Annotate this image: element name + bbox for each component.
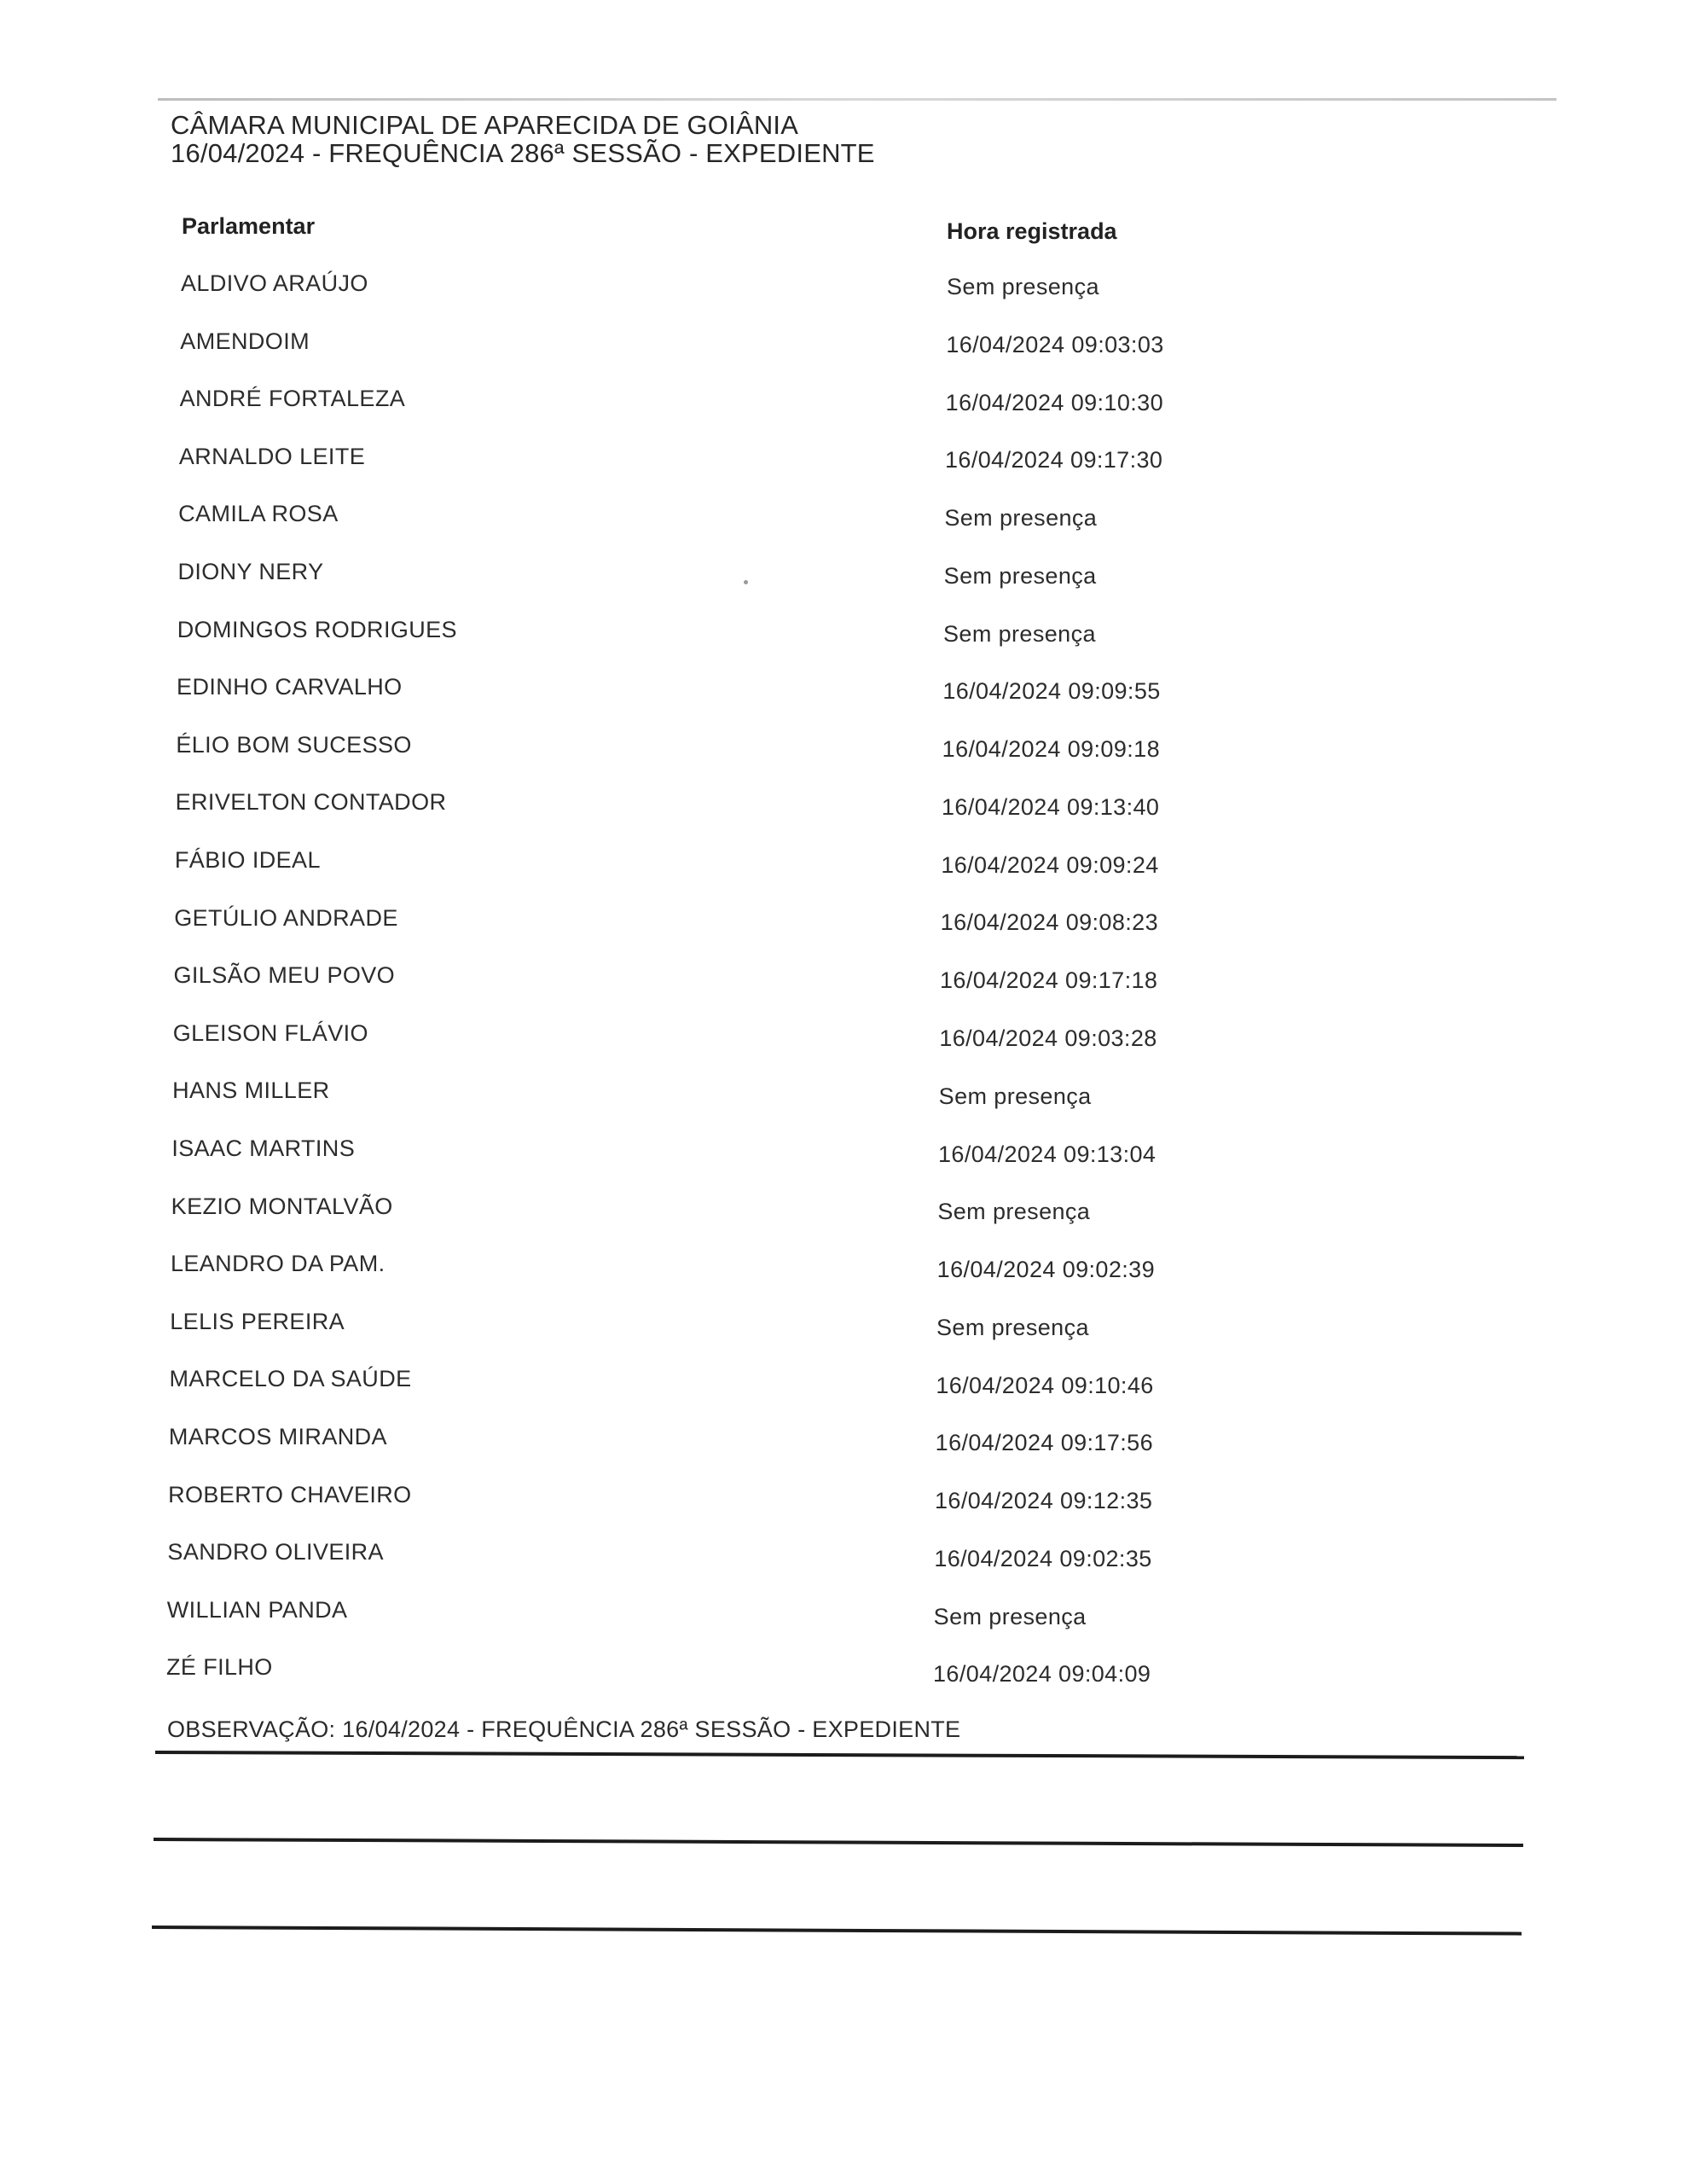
parlamentar-name: HANS MILLER: [172, 1077, 330, 1104]
hora-registrada: 16/04/2024 09:12:35: [935, 1488, 1153, 1514]
parlamentar-name: GLEISON FLÁVIO: [172, 1019, 368, 1046]
table-row: [0, 1539, 1687, 1573]
observation-text: OBSERVAÇÃO: 16/04/2024 - FREQUÊNCIA 286ª SESSÃO - EXPEDIENTE: [167, 1716, 961, 1742]
hora-registrada: Sem presença: [947, 274, 1099, 299]
parlamentar-name: SANDRO OLIVEIRA: [167, 1539, 384, 1565]
column-header-hora-registrada: Hora registrada: [947, 218, 1117, 244]
hora-registrada: 16/04/2024 09:13:40: [942, 793, 1160, 820]
table-row: [0, 1424, 1687, 1458]
parlamentar-name: FÁBIO IDEAL: [174, 847, 321, 873]
table-row: [0, 617, 1687, 651]
hora-registrada: Sem presença: [943, 620, 1096, 647]
table-row: [0, 962, 1687, 996]
parlamentar-name: MARCELO DA SAÚDE: [169, 1366, 412, 1392]
parlamentar-name: CAMILA ROSA: [178, 501, 339, 527]
parlamentar-name: WILLIAN PANDA: [166, 1596, 348, 1623]
table-row: [0, 386, 1687, 420]
parlamentar-name: ALDIVO ARAÚJO: [181, 270, 368, 296]
table-row: [0, 1136, 1687, 1170]
signature-line-3: [152, 1926, 1522, 1936]
parlamentar-name: ISAAC MARTINS: [171, 1136, 356, 1161]
parlamentar-name: ARNALDO LEITE: [178, 443, 366, 469]
table-row: [0, 1309, 1687, 1343]
signature-line-2: [154, 1838, 1523, 1847]
column-header-parlamentar: Parlamentar: [182, 213, 316, 239]
table-row: [0, 270, 1687, 305]
parlamentar-name: GILSÃO MEU POVO: [173, 962, 396, 989]
hora-registrada: Sem presença: [938, 1083, 1092, 1109]
parlamentar-name: EDINHO CARVALHO: [177, 674, 403, 700]
parlamentar-name: DIONY NERY: [177, 559, 324, 584]
hora-registrada: 16/04/2024 09:02:39: [936, 1257, 1155, 1283]
parlamentar-name: LELIS PEREIRA: [170, 1308, 345, 1334]
table-row: [0, 905, 1687, 939]
table-row: [0, 1020, 1687, 1054]
hora-registrada: 16/04/2024 09:09:55: [942, 678, 1161, 705]
hora-registrada: 16/04/2024 09:03:28: [939, 1025, 1157, 1051]
hora-registrada: 16/04/2024 09:10:30: [945, 389, 1163, 415]
table-row: [0, 1482, 1687, 1516]
hora-registrada: 16/04/2024 09:10:46: [936, 1372, 1154, 1398]
signature-line-1: [155, 1751, 1524, 1759]
table-row: [0, 559, 1687, 593]
table-row: [0, 1194, 1687, 1228]
parlamentar-name: ANDRÉ FORTALEZA: [179, 386, 406, 412]
parlamentar-name: LEANDRO DA PAM.: [170, 1251, 386, 1277]
table-row: [0, 732, 1687, 766]
parlamentar-name: ÉLIO BOM SUCESSO: [176, 731, 412, 758]
hora-registrada: 16/04/2024 09:02:35: [934, 1545, 1152, 1571]
hora-registrada: Sem presença: [944, 505, 1098, 531]
hora-registrada: Sem presença: [936, 1314, 1089, 1340]
table-row: [0, 674, 1687, 708]
parlamentar-name: ERIVELTON CONTADOR: [175, 789, 447, 816]
parlamentar-name: ZÉ FILHO: [166, 1654, 273, 1681]
parlamentar-name: DOMINGOS RODRIGUES: [177, 616, 457, 642]
hora-registrada: 16/04/2024 09:04:09: [933, 1661, 1151, 1687]
parlamentar-name: AMENDOIM: [180, 328, 310, 354]
hora-registrada: 16/04/2024 09:08:23: [940, 909, 1158, 936]
hora-registrada: 16/04/2024 09:17:30: [945, 447, 1163, 473]
parlamentar-name: MARCOS MIRANDA: [168, 1424, 387, 1449]
table-row: [0, 1654, 1687, 1688]
table-row: [0, 501, 1687, 535]
parlamentar-name: GETÚLIO ANDRADE: [174, 904, 398, 931]
hora-registrada: Sem presença: [943, 562, 1097, 589]
document-subtitle: 16/04/2024 - FREQUÊNCIA 286ª SESSÃO - EXPEDIENTE: [171, 138, 875, 168]
table-row: [0, 1077, 1687, 1112]
top-rule: [158, 98, 1557, 101]
document-header: [171, 111, 875, 167]
table-row: [0, 847, 1687, 881]
table-row: [0, 444, 1687, 478]
table-row: [0, 328, 1687, 363]
hora-registrada: Sem presença: [933, 1603, 1087, 1629]
hora-registrada: 16/04/2024 09:17:18: [940, 967, 1158, 994]
hora-registrada: 16/04/2024 09:03:03: [946, 331, 1164, 357]
document-title: CÂMARA MUNICIPAL DE APARECIDA DE GOIÂNIA: [171, 110, 799, 140]
hora-registrada: Sem presença: [937, 1199, 1091, 1225]
parlamentar-name: KEZIO MONTALVÃO: [171, 1193, 393, 1219]
hora-registrada: 16/04/2024 09:17:56: [935, 1430, 1153, 1456]
table-row: [0, 1597, 1687, 1631]
hora-registrada: 16/04/2024 09:09:24: [941, 851, 1159, 878]
table-row: [0, 1251, 1687, 1285]
table-row: [0, 1366, 1687, 1400]
hora-registrada: 16/04/2024 09:13:04: [938, 1141, 1157, 1167]
scan-speck: [744, 580, 748, 584]
table-row: [0, 789, 1687, 823]
hora-registrada: 16/04/2024 09:09:18: [942, 736, 1160, 763]
parlamentar-name: ROBERTO CHAVEIRO: [168, 1481, 412, 1507]
